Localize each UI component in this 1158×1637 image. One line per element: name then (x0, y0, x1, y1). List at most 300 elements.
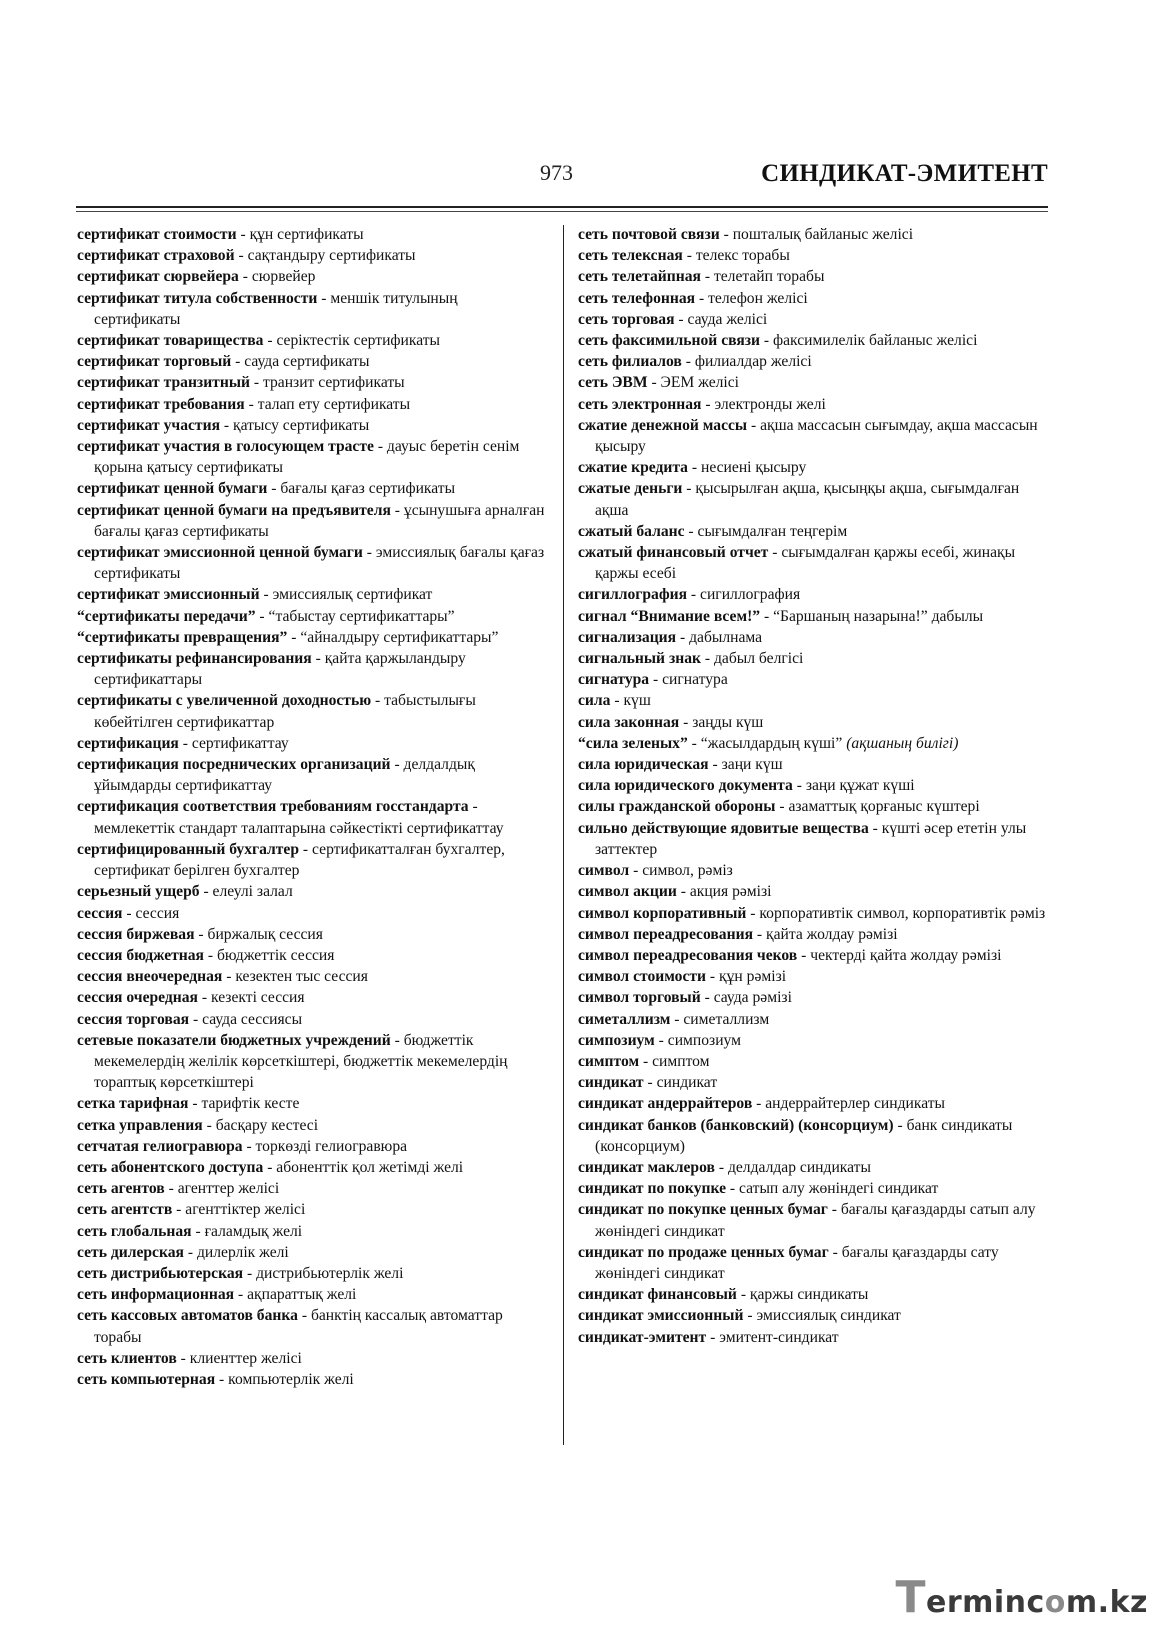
entry-definition: делдалдар синдикаты (727, 1158, 871, 1176)
header-rule-thin (76, 211, 1048, 212)
entry-separator: - (238, 268, 252, 286)
entry-definition: бағалы қағаз сертификаты (280, 480, 456, 498)
entry-term: сессия бюджетная (77, 946, 204, 964)
dictionary-entry (77, 733, 547, 754)
entry-separator: - (719, 226, 733, 243)
dictionary-entry (578, 1242, 1048, 1284)
entry-term: сигнал “Внимание всем!” (578, 607, 761, 625)
dictionary-entry (77, 924, 547, 945)
entry-term: символ торговый (578, 989, 701, 1007)
entry-term: сеть глобальная (77, 1222, 192, 1240)
dictionary-entry (77, 1030, 547, 1094)
entry-term: “сертификаты передачи” (77, 607, 256, 625)
dictionary-entry (77, 881, 547, 902)
entry-definition: сауда рәмізі (713, 989, 792, 1007)
entry-term: сеть ЭВМ (578, 374, 648, 392)
entry-separator: - (189, 1010, 203, 1028)
dictionary-entry (578, 712, 1048, 733)
dictionary-entry (578, 860, 1048, 881)
dictionary-entry (578, 245, 1048, 266)
dictionary-entry (77, 1242, 547, 1263)
entry-separator: - (684, 522, 698, 540)
entry-definition: тарифтік кесте (201, 1095, 300, 1113)
entry-separator: - (647, 374, 661, 392)
entry-term: сертификат эмиссионный (77, 586, 260, 604)
dictionary-entry (77, 1136, 547, 1157)
dictionary-entry (578, 754, 1048, 775)
entry-definition: делдалдық ұйымдарды сертификаттау (94, 756, 475, 795)
entry-separator: - (222, 968, 236, 986)
entry-definition: акция рәмізі (689, 883, 772, 901)
dictionary-entry (578, 1327, 1048, 1348)
entry-term: сертификат ценной бумаги (77, 480, 268, 498)
dictionary-entry (77, 1221, 547, 1242)
entry-separator: - (639, 1052, 653, 1070)
dictionary-entry (77, 1305, 547, 1347)
entry-term: сжатие денежной массы (578, 416, 748, 434)
entry-separator: - (676, 628, 690, 646)
entry-separator: - (236, 226, 250, 243)
entry-term: сеть агентов (77, 1180, 165, 1198)
entry-separator: - (676, 883, 690, 901)
dictionary-entry (77, 1369, 547, 1390)
entry-definition: қысырылған ақша, қысыңқы ақша, сығымдалған ақша (595, 480, 1020, 519)
entry-separator: - (681, 353, 695, 371)
entry-term: сеть торговая (578, 310, 675, 328)
entry-definition: символ, рәміз (642, 862, 733, 880)
entry-definition: ақша массасын сығымдау, ақша массасын қысыру (595, 416, 1038, 456)
header-rule-thick (76, 206, 1048, 208)
dictionary-entry (77, 690, 547, 732)
right-column (578, 224, 1048, 1348)
dictionary-entry (578, 1305, 1048, 1326)
entry-definition: эмиссиялық сертификат (272, 586, 433, 604)
entry-term: сжатие кредита (578, 459, 688, 477)
entry-separator: - (287, 628, 301, 646)
entry-definition: эмиссиялық бағалы қағаз сертификаты (94, 544, 545, 583)
dictionary-entry (578, 330, 1048, 351)
entry-separator: - (202, 1116, 216, 1134)
entry-term: сертификаты рефинансирования (77, 650, 312, 668)
entry-definition: құн рәмізі (719, 968, 787, 986)
dictionary-entry (77, 436, 547, 478)
watermark-text-b: m.kz (1065, 1585, 1148, 1620)
entry-definition: синдикат (656, 1074, 718, 1092)
entry-definition: талап ету сертификаты (257, 395, 411, 413)
dictionary-entry (578, 542, 1048, 584)
entry-term: сигнальный знак (578, 650, 701, 668)
entry-term: сертификат сюрвейера (77, 268, 239, 286)
entry-definition: филиалдар желісі (694, 353, 812, 371)
entry-separator: - (610, 692, 624, 710)
entry-term: сеть информационная (77, 1286, 235, 1304)
dictionary-entry (77, 372, 547, 393)
entry-separator: - (701, 395, 715, 413)
entry-term: синдикат маклеров (578, 1158, 715, 1176)
dictionary-entry (77, 1263, 547, 1284)
page-number: 973 (540, 160, 573, 185)
entry-separator: - (682, 247, 696, 265)
entry-definition: биржалық сессия (207, 925, 323, 943)
entry-term: сессия торговая (77, 1010, 190, 1028)
entry-separator: - (234, 1286, 248, 1304)
dictionary-entry (77, 903, 547, 924)
dictionary-entry (578, 394, 1048, 415)
entry-term: симпозиум (578, 1031, 655, 1049)
entry-term: символ корпоративный (578, 904, 747, 922)
entry-separator: - (700, 650, 714, 668)
entry-separator: - (736, 1286, 750, 1304)
dictionary-entry (77, 330, 547, 351)
entry-term: синдикат банков (банковский) (консорциум) (578, 1116, 894, 1134)
entry-definition: дистрибьютерлік желі (256, 1264, 404, 1282)
entry-separator: - (649, 671, 663, 689)
entry-term: сеть электронная (578, 395, 702, 413)
dictionary-entry (578, 775, 1048, 796)
entry-definition: басқару кестесі (215, 1116, 319, 1134)
dictionary-entry (77, 584, 547, 605)
dictionary-entry (578, 627, 1048, 648)
entry-separator: - (220, 416, 234, 434)
running-head: СИНДИКАТ-ЭМИТЕНТ (761, 160, 1048, 187)
entry-separator: - (670, 1010, 684, 1028)
entry-term: силы гражданской обороны (578, 798, 776, 816)
dictionary-entry (578, 1284, 1048, 1305)
entry-definition: бағалы қағаздарды сатып алу жөніндегі синдикат (595, 1201, 1036, 1240)
entry-definition: заңи күш (721, 756, 783, 774)
entry-separator: - (198, 989, 211, 1007)
dictionary-entry (578, 924, 1048, 945)
dictionary-entry (578, 733, 1048, 754)
dictionary-entry (77, 351, 547, 372)
dictionary-entry (578, 818, 1048, 860)
entry-separator: - (188, 1095, 202, 1113)
entry-separator: - (263, 1158, 277, 1176)
entry-term: сеть дистрибьютерская (77, 1264, 244, 1282)
entry-definition: симптом (652, 1052, 710, 1070)
entry-separator: - (204, 946, 217, 964)
entry-term: сжатый баланс (578, 522, 685, 540)
entry-definition: “Баршаның назарына!” дабылы (773, 607, 984, 625)
entry-term: сетчатая гелиогравюра (77, 1137, 243, 1155)
dictionary-entry (77, 1009, 547, 1030)
entry-term: синдикат финансовый (578, 1286, 737, 1304)
dictionary-entry (578, 1199, 1048, 1241)
entry-separator: - (682, 480, 696, 498)
dictionary-entry (77, 224, 547, 245)
dictionary-entry (77, 945, 547, 966)
entry-definition: меншік титулының сертификаты (94, 289, 458, 328)
entry-term: синдикат по покупке ценных бумаг (578, 1201, 828, 1219)
dictionary-entry (77, 754, 547, 796)
entry-separator: - (700, 989, 714, 1007)
entry-term: сертификат товарищества (77, 332, 264, 350)
entry-separator: - (362, 544, 376, 562)
entry-definition: ғаламдық желі (204, 1222, 303, 1240)
entry-definition: эмиссиялық синдикат (756, 1307, 901, 1325)
entry-definition: агенттіктер желісі (185, 1201, 306, 1219)
entry-separator: - (706, 968, 720, 986)
entry-term: сертификат транзитный (77, 374, 250, 392)
entry-separator: - (679, 713, 693, 731)
entry-term: сертифицированный бухгалтер (77, 840, 300, 858)
entry-definition: корпоративтік символ, корпоративтік рәміз (759, 904, 1046, 922)
dictionary-entry (77, 839, 547, 881)
entry-separator: - (760, 332, 774, 350)
dictionary-entry (578, 457, 1048, 478)
dictionary-entry (578, 1051, 1048, 1072)
dictionary-entry (77, 245, 547, 266)
entry-separator: - (708, 756, 722, 774)
entry-separator: - (194, 925, 208, 943)
dictionary-entry (578, 1178, 1048, 1199)
entry-definition: телетайп торабы (713, 268, 825, 286)
entry-separator: - (706, 1328, 720, 1346)
entry-separator: - (371, 692, 385, 710)
dictionary-entry (578, 987, 1048, 1008)
dictionary-entry (77, 288, 547, 330)
dictionary-entry (77, 1157, 547, 1178)
entry-separator: - (390, 756, 404, 774)
entry-term: символ стоимости (578, 968, 707, 986)
entry-definition: сығымдалған қаржы есебі, жинақы қаржы есебі (595, 544, 1016, 583)
dictionary-entry (578, 881, 1048, 902)
dictionary-entry (578, 478, 1048, 520)
entry-definition: сауда сессиясы (202, 1010, 303, 1028)
entry-separator: - (674, 310, 688, 328)
entry-definition: дабыл белгісі (713, 650, 804, 668)
entry-term: сессия биржевая (77, 925, 195, 943)
entry-separator: - (687, 734, 701, 752)
entry-separator: - (743, 1307, 757, 1325)
dictionary-entry (578, 415, 1048, 457)
entry-term: сетка управления (77, 1116, 203, 1134)
entry-separator: - (654, 1031, 668, 1049)
entry-separator: - (255, 607, 269, 625)
entry-separator: - (768, 544, 782, 562)
entry-definition: бюджеттік мекемелердің желілік көрсеткіштері, бюджеттік мекемелердің тораптық көрсеткіштері (94, 1031, 508, 1092)
dictionary-entry (578, 796, 1048, 817)
dictionary-entry (77, 542, 547, 584)
dictionary-entry (77, 966, 547, 987)
entry-term: сеть филиалов (578, 353, 682, 371)
entry-separator: - (390, 1031, 404, 1049)
entry-definition: сауда сертификаты (244, 353, 370, 371)
entry-separator: - (746, 904, 760, 922)
dictionary-entry (77, 1348, 547, 1369)
watermark-initial: T (895, 1572, 926, 1623)
entry-definition: компьютерлік желі (228, 1370, 354, 1388)
watermark-o: o (1044, 1585, 1066, 1620)
entry-definition: банк синдикаты (консорциум) (595, 1116, 1013, 1155)
entry-term: сигнализация (578, 628, 677, 646)
dictionary-entry (77, 627, 547, 648)
entry-definition: құн сертификаты (249, 226, 364, 243)
entry-term: сила (578, 692, 611, 710)
entry-definition: сигиллография (700, 586, 801, 604)
entry-term: синдикат-эмитент (578, 1328, 707, 1346)
entry-separator: - (797, 946, 811, 964)
entry-separator: - (215, 1370, 229, 1388)
dictionary-entry (578, 1030, 1048, 1051)
entry-term: сигнатура (578, 671, 650, 689)
entry-term: сертификат требования (77, 395, 245, 413)
entry-definition: факсимилелік байланыс желісі (773, 332, 978, 350)
entry-definition: бағалы қағаздарды сату жөніндегі синдикат (595, 1243, 999, 1282)
dictionary-entry (77, 1093, 547, 1114)
entry-definition: кезектен тыс сессия (235, 968, 368, 986)
entry-separator: - (317, 289, 331, 307)
entry-term: сеть клиентов (77, 1349, 177, 1367)
entry-definition: дауыс беретін сенім қорына қатысу сертификаты (94, 438, 520, 477)
entry-separator: - (752, 1095, 766, 1113)
dictionary-entry (578, 606, 1048, 627)
entry-definition: бюджеттік сессия (217, 946, 335, 964)
entry-term: симптом (578, 1052, 640, 1070)
entry-term: сертификат стоимости (77, 226, 237, 243)
entry-term: “сертификаты превращения” (77, 628, 288, 646)
entry-definition: клиенттер желісі (189, 1349, 302, 1367)
entry-separator: - (893, 1116, 907, 1134)
dictionary-entry (578, 966, 1048, 987)
entry-separator: - (164, 1180, 178, 1198)
entry-separator: - (234, 247, 248, 265)
entry-term: сертификат участия (77, 416, 221, 434)
dictionary-entry (77, 1115, 547, 1136)
dictionary-entry (77, 266, 547, 287)
dictionary-entry (77, 1284, 547, 1305)
entry-term: синдикат (578, 1074, 644, 1092)
entry-term: сетка тарифная (77, 1095, 189, 1113)
entry-definition: кезекті сессия (211, 989, 305, 1007)
entry-definition: банктің кассалық автоматтар торабы (94, 1307, 503, 1346)
entry-definition: сақтандыру сертификаты (247, 247, 416, 265)
entry-definition: сертификатталған бухгалтер, сертификат берілген бухгалтер (94, 840, 505, 880)
entry-definition: транзит сертификаты (262, 374, 405, 392)
entry-definition: табыстылығы көбейтілген сертификаттар (94, 692, 476, 731)
entry-term: сеть телексная (578, 247, 683, 265)
entry-separator: - (687, 586, 701, 604)
entry-term: сеть почтовой связи (578, 226, 720, 243)
entry-separator: - (700, 268, 714, 286)
entry-separator: - (714, 1158, 728, 1176)
entry-term: символ переадресования чеков (578, 946, 798, 964)
entry-separator: - (390, 501, 404, 519)
dictionary-entry (578, 903, 1048, 924)
dictionary-entry (578, 224, 1048, 245)
dictionary-entry (578, 351, 1048, 372)
entry-definition: күшті әсер ететін улы заттектер (595, 819, 1027, 858)
dictionary-entry (578, 690, 1048, 711)
entry-definition: телефон желісі (708, 289, 808, 307)
dictionary-entry (578, 266, 1048, 287)
entry-definition: елеулі залал (212, 883, 293, 901)
entry-separator: - (828, 1243, 842, 1261)
entry-term: сетевые показатели бюджетных учреждений (77, 1031, 391, 1049)
entry-term: сертификация посреднических организаций (77, 756, 391, 774)
entry-term: сила законная (578, 713, 680, 731)
entry-separator: - (687, 459, 701, 477)
entry-definition: “жасылдардың күші” (700, 734, 843, 752)
entry-separator: - (775, 798, 789, 816)
dictionary-entry (77, 394, 547, 415)
entry-definition: дабылнама (689, 628, 763, 646)
entry-definition: электронды желі (714, 395, 826, 413)
dictionary-entry (77, 1199, 547, 1220)
dictionary-entry (578, 288, 1048, 309)
entry-term: сила юридического документа (578, 777, 793, 795)
entry-term: сеть телефонная (578, 289, 696, 307)
column-divider (563, 225, 564, 1445)
entry-term: сессия (77, 904, 123, 922)
entry-term: сертификация (77, 734, 179, 752)
entry-term: сессия внеочередная (77, 968, 223, 986)
entry-separator: - (244, 395, 258, 413)
entry-definition: сатып алу жөніндегі синдикат (739, 1180, 939, 1198)
dictionary-entry (578, 669, 1048, 690)
dictionary-entry (77, 478, 547, 499)
dictionary-entry (578, 309, 1048, 330)
entry-separator: - (267, 480, 281, 498)
entry-term: сертификат титула собственности (77, 289, 318, 307)
dictionary-entry (578, 1093, 1048, 1114)
dictionary-entry (578, 945, 1048, 966)
entry-separator: - (199, 883, 213, 901)
entry-definition: сессия (135, 904, 180, 922)
entry-definition: несиені қысыру (700, 459, 807, 477)
entry-separator: - (243, 1264, 257, 1282)
dictionary-entry (578, 1115, 1048, 1157)
entry-term: символ акции (578, 883, 677, 901)
entry-separator: - (299, 840, 313, 858)
entry-separator: - (868, 819, 882, 837)
entry-definition: қайта қаржыландыру сертификаттары (94, 650, 466, 689)
dictionary-entry (77, 606, 547, 627)
entry-definition: пошталық байланыс желісі (732, 226, 914, 243)
entry-separator: - (726, 1180, 739, 1198)
entry-separator: - (629, 862, 643, 880)
entry-term: сеть факсимильной связи (578, 332, 761, 350)
entry-definition: қайта жолдау рәмізі (766, 925, 898, 943)
dictionary-entry (578, 584, 1048, 605)
entry-definition: симеталлизм (683, 1010, 770, 1028)
entry-term: сеть кассовых автоматов банка (77, 1307, 298, 1325)
entry-term: синдикат андеррайтеров (578, 1095, 753, 1113)
dictionary-entry (578, 372, 1048, 393)
entry-separator: - (178, 734, 192, 752)
entry-separator: - (191, 1222, 205, 1240)
entry-separator: - (760, 607, 774, 625)
left-column (77, 224, 547, 1390)
entry-separator: - (695, 289, 709, 307)
entry-definition: ақпараттық желі (247, 1286, 357, 1304)
entry-separator: - (753, 925, 767, 943)
entry-definition: абоненттік қол жетімді желі (276, 1158, 464, 1176)
entry-term: сеть абонентского доступа (77, 1158, 264, 1176)
dictionary-entry (578, 648, 1048, 669)
entry-separator: - (242, 1137, 256, 1155)
entry-definition: “айналдыру сертификаттары” (300, 628, 499, 646)
dictionary-entry (578, 1157, 1048, 1178)
entry-separator: - (263, 332, 277, 350)
entry-term: синдикат по покупке (578, 1180, 726, 1198)
entry-definition: қатысу сертификаты (233, 416, 370, 434)
entry-separator: - (468, 798, 478, 816)
entry-separator: - (747, 416, 761, 434)
entry-term: сигиллография (578, 586, 688, 604)
entry-definition: күш (623, 692, 651, 710)
entry-separator: - (122, 904, 136, 922)
